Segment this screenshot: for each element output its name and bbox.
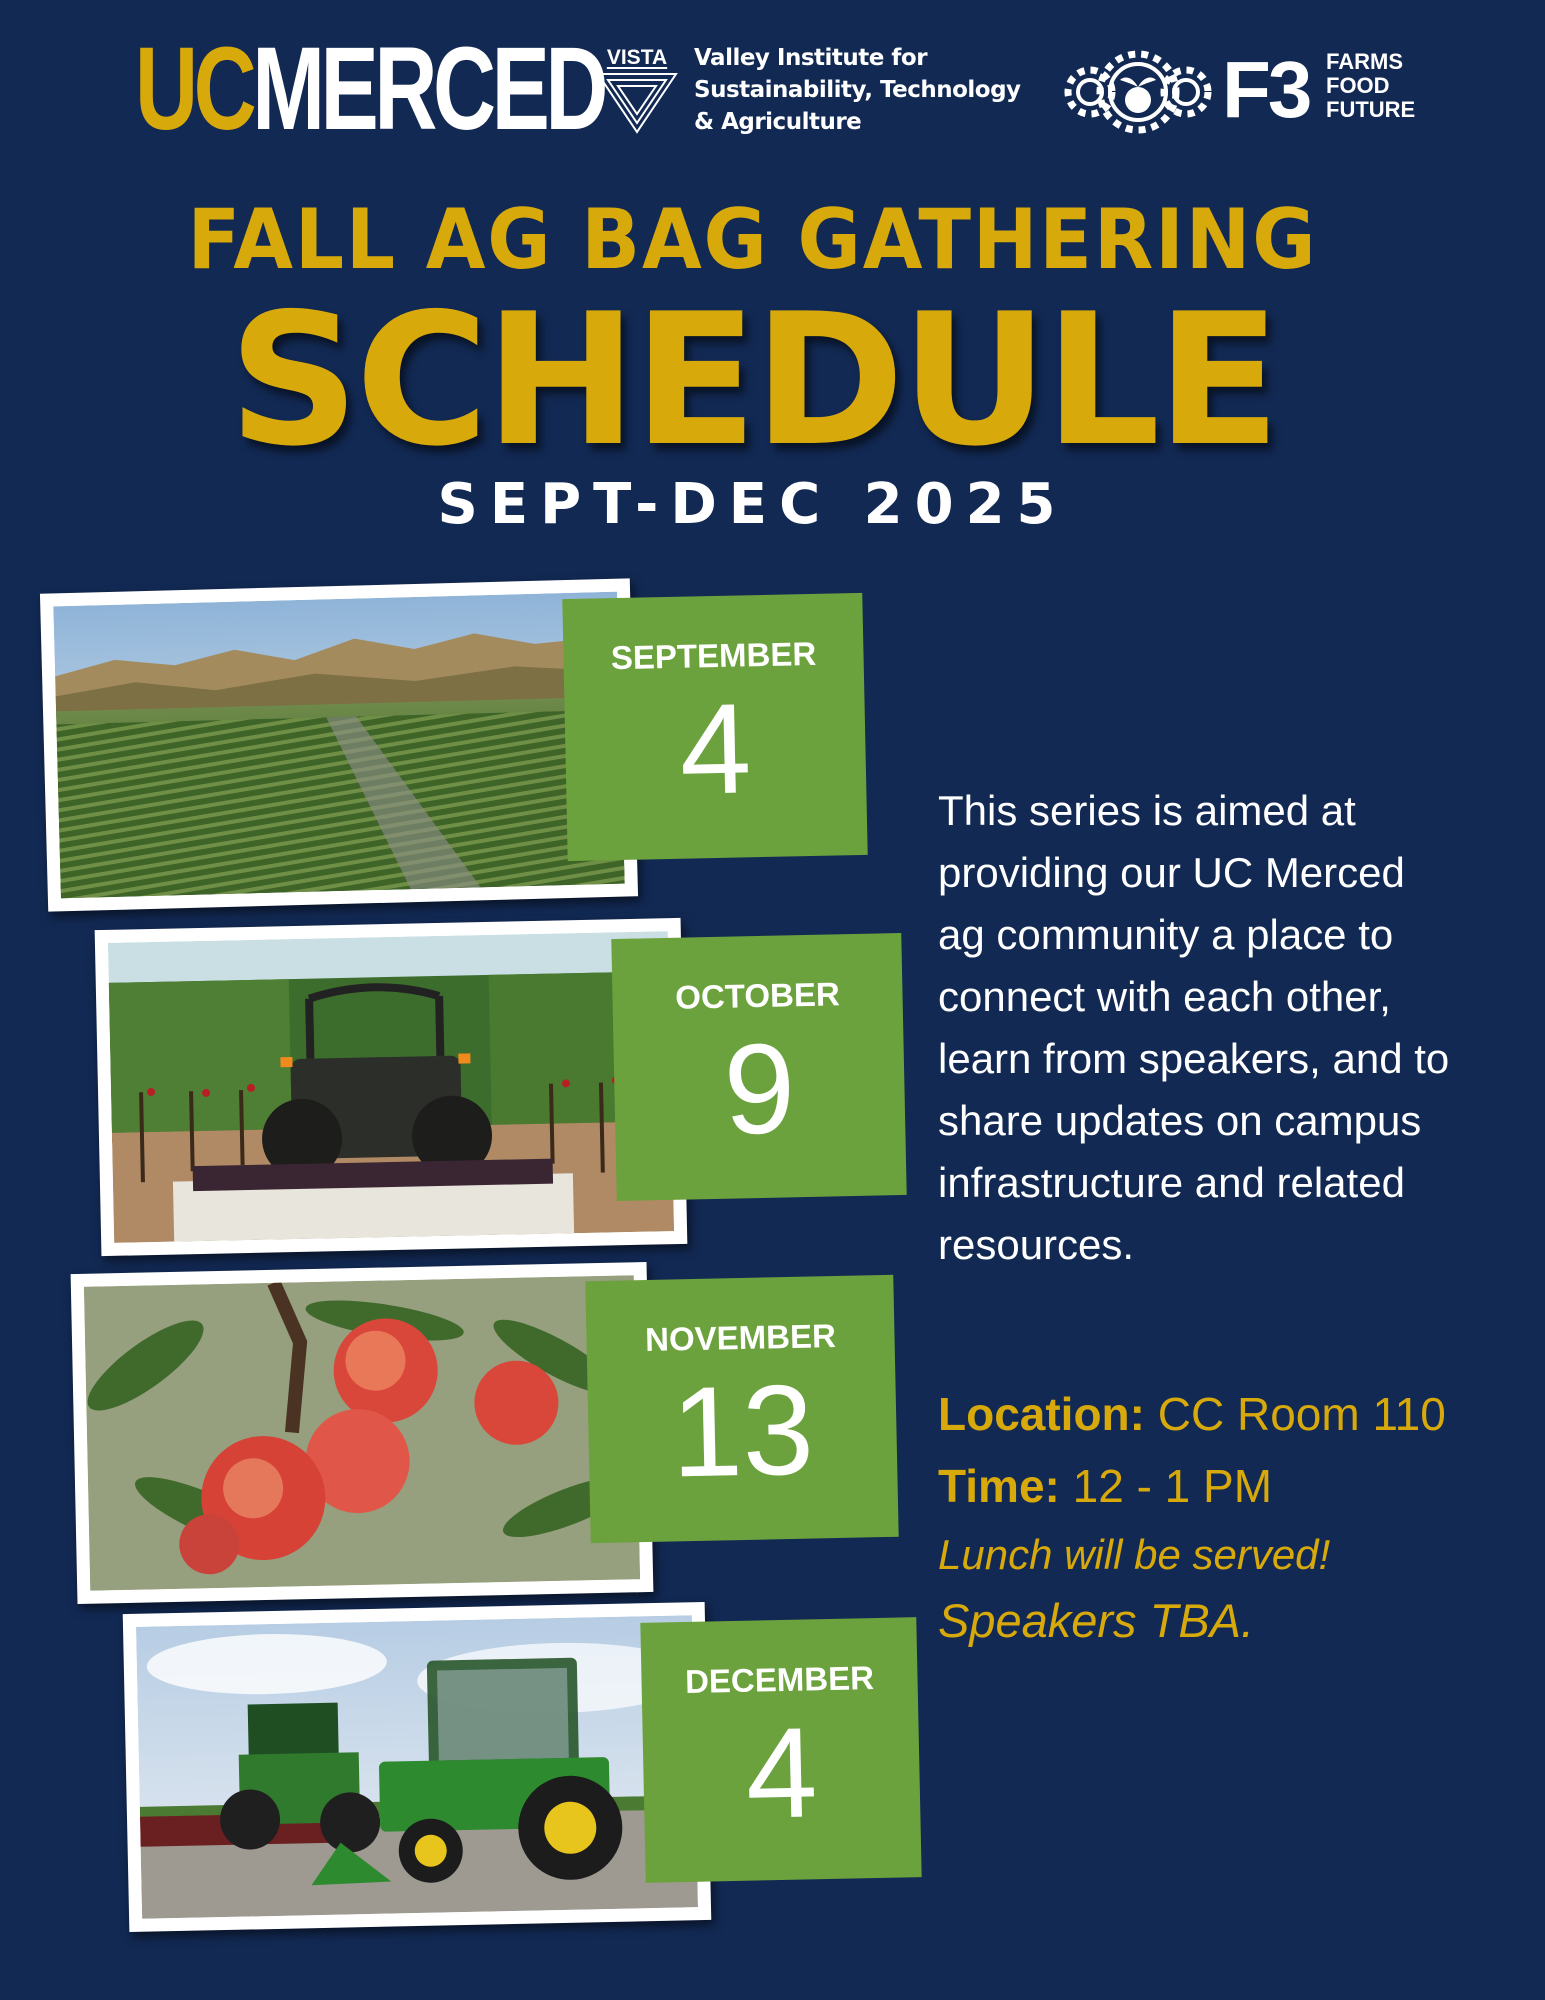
date-day: 13 — [669, 1358, 816, 1505]
description-line: share updates on campus — [938, 1097, 1422, 1144]
date-card-november — [585, 1275, 898, 1543]
description-line: resources. — [938, 1221, 1135, 1268]
location-label: Location: — [938, 1388, 1145, 1440]
green-tractors-image — [136, 1615, 698, 1919]
description-line: infrastructure and related — [938, 1159, 1405, 1206]
f3-gears-icon — [1062, 46, 1212, 140]
vista-acronym: VISTA — [606, 46, 668, 69]
lunch-note: Lunch will be served! — [938, 1531, 1331, 1578]
date-card-december — [640, 1617, 921, 1883]
description-line: providing our UC Merced — [938, 849, 1405, 896]
date-day: 4 — [678, 677, 753, 822]
date-card-october — [611, 933, 906, 1201]
date-day: 4 — [744, 1701, 819, 1846]
description-line: connect with each other, — [938, 973, 1391, 1020]
f3-word-food: FOOD — [1326, 73, 1390, 98]
date-month: SEPTEMBER — [610, 634, 817, 677]
time-row — [938, 1450, 1538, 1522]
date-card-september — [562, 593, 867, 861]
title-date-range: SEPT-DEC 2025 — [437, 472, 1068, 537]
vista-triangle-icon — [596, 46, 678, 136]
vista-line-2: Sustainability, Technology — [694, 77, 1021, 103]
f3-mark: F3 — [1222, 45, 1310, 134]
photo-peaches — [71, 1262, 654, 1604]
peaches-on-tree-image — [84, 1275, 640, 1590]
uc-merced-logo — [135, 23, 605, 155]
series-description — [938, 780, 1518, 1276]
vista-name — [694, 42, 1034, 138]
orchard-landscape-image — [53, 592, 624, 899]
description-line: ag community a place to — [938, 911, 1394, 958]
photo-orchard — [40, 578, 638, 911]
vista-line-3: & Agriculture — [694, 109, 862, 135]
event-details — [938, 1378, 1538, 1654]
date-month: NOVEMBER — [644, 1317, 837, 1359]
description-line: This series is aimed at — [938, 787, 1356, 834]
date-month: OCTOBER — [674, 975, 841, 1016]
title-schedule: SCHEDULE — [228, 274, 1277, 486]
photo-tractors — [123, 1602, 712, 1932]
photo-vineyard — [95, 918, 688, 1256]
title-line-1: FALL AG BAG GATHERING — [187, 191, 1318, 288]
location-value: CC Room 110 — [1157, 1388, 1446, 1440]
vineyard-tractor-image — [108, 931, 674, 1243]
time-label: Time: — [938, 1460, 1060, 1512]
location-row — [938, 1378, 1538, 1450]
f3-words — [1326, 50, 1415, 122]
date-day: 9 — [722, 1017, 797, 1162]
logo-uc-text: UC — [135, 23, 253, 155]
time-value: 12 - 1 PM — [1072, 1460, 1273, 1512]
f3-word-farms: FARMS — [1326, 49, 1403, 74]
vista-line-1: Valley Institute for — [694, 45, 928, 71]
speakers-note: Speakers TBA. — [938, 1594, 1255, 1647]
date-month: DECEMBER — [684, 1659, 875, 1700]
f3-word-future: FUTURE — [1326, 97, 1416, 122]
description-line: learn from speakers, and to — [938, 1035, 1450, 1082]
logo-merced-text: MERCED — [252, 23, 605, 155]
